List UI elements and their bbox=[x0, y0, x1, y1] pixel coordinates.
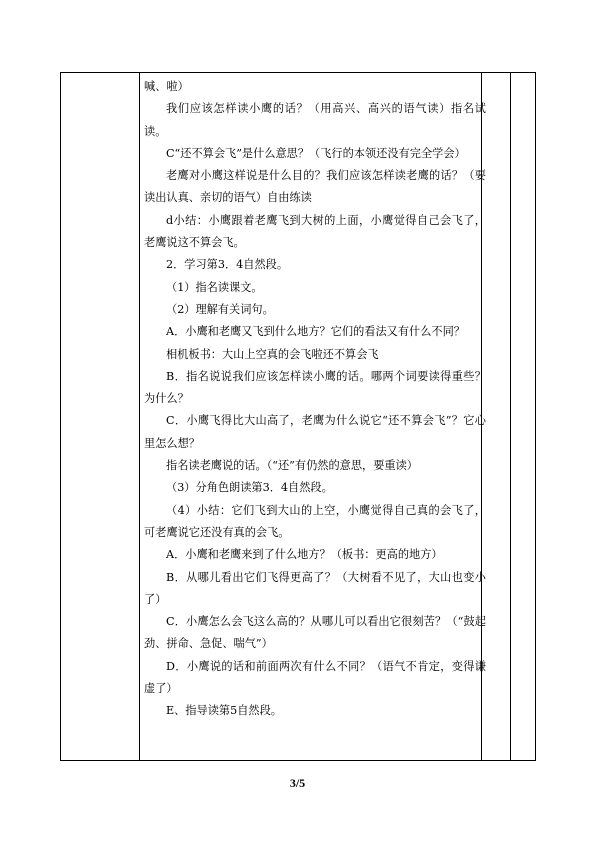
lesson-content bbox=[144, 76, 486, 723]
text-line: 我们应该怎样读小鹰的话？（用高兴、高兴的语气读）指名试读。 bbox=[144, 102, 486, 138]
column-divider-far-right bbox=[510, 73, 511, 760]
text-line: 相机板书：大山上空真的会飞啦还不算会飞 bbox=[166, 347, 379, 361]
text-line: 2．学习第3．4自然段。 bbox=[166, 258, 289, 272]
text-line: 指名读老鹰说的话。（“还”有仍然的意思，要重读） bbox=[166, 459, 418, 473]
text-line: （2）理解有关词句。 bbox=[166, 302, 274, 316]
text-line: （4）小结：它们飞到大山的上空，小鹰觉得自己真的会飞了，可老鹰说它还没有真的会飞。 bbox=[144, 503, 486, 539]
text-line: B．指名说说我们应该怎样读小鹰的话。哪两个词要读得重些？为什么？ bbox=[144, 369, 486, 406]
text-line: E、指导读第5自然段。 bbox=[166, 704, 282, 718]
text-line: （1）指名读课文。 bbox=[166, 280, 263, 294]
text-line: 喊、啦） bbox=[144, 80, 189, 93]
page-number: 3/5 bbox=[289, 776, 306, 790]
text-line: （3）分角色朗读第3．4自然段。 bbox=[166, 481, 333, 495]
text-line: C．小鹰怎么会飞这么高的？从哪儿可以看出它很刻苦？（“鼓起劲、拼命、急促、喘气”） bbox=[144, 615, 486, 651]
text-line: C“还不算会飞”是什么意思？（飞行的本领还没有完全学会） bbox=[166, 146, 466, 160]
text-line: C．小鹰飞得比大山高了，老鹰为什么说它“还不算会飞”？它心里怎么想？ bbox=[144, 414, 486, 450]
text-line: A．小鹰和老鹰又飞到什么地方？它们的看法又有什么不同？ bbox=[166, 325, 465, 339]
text-line: A．小鹰和老鹰来到了什么地方？（板书：更高的地方） bbox=[166, 548, 443, 562]
column-divider-left bbox=[139, 73, 140, 760]
text-line: d小结：小鹰跟着老鹰飞到大树的上面，小鹰觉得自己会飞了，老鹰说这不算会飞。 bbox=[144, 213, 486, 250]
text-line: D．小鹰说的话和前面两次有什么不同？（语气不肯定，变得谦虚了） bbox=[144, 659, 486, 696]
text-line: 老鹰对小鹰这样说是什么目的？我们应该怎样读老鹰的话？（要读出认真、亲切的语气）自由练读 bbox=[144, 169, 486, 205]
text-line: B．从哪儿看出它们飞得更高了？（大树看不见了，大山也变小了） bbox=[144, 570, 486, 606]
